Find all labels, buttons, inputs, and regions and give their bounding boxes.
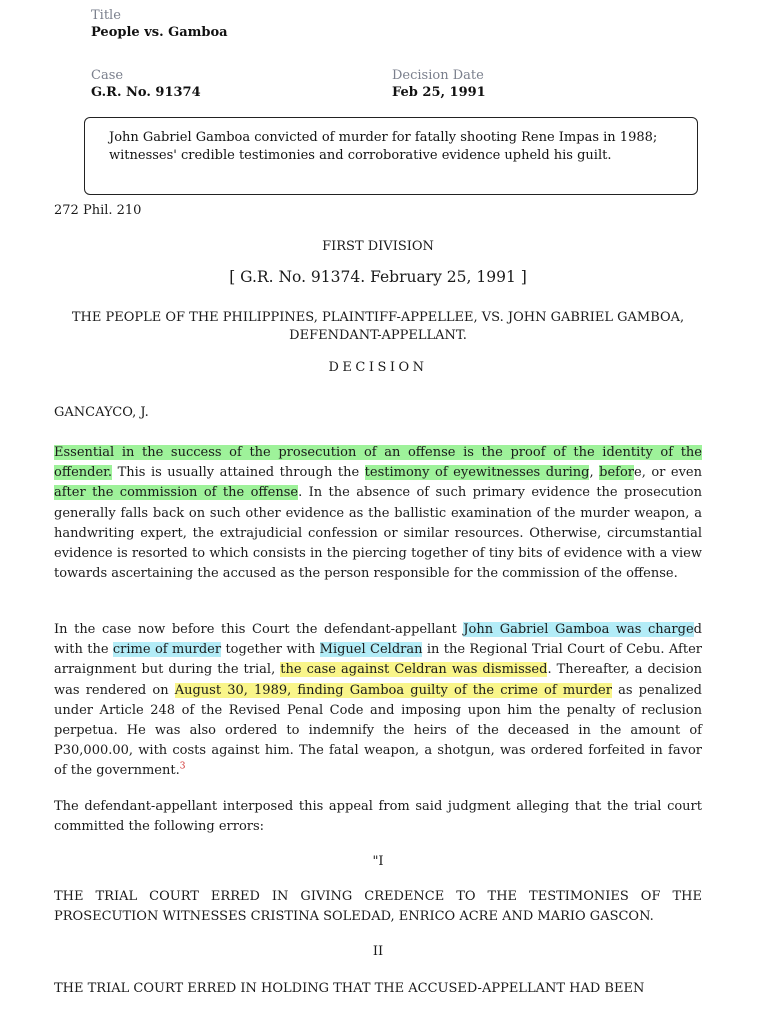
paragraph-3: The defendant-appellant interposed this appeal from said judgment alleging that the trial court committed the following errors:: [54, 799, 702, 835]
case-value: G.R. No. 91374: [91, 85, 201, 100]
highlight[interactable]: John Gabriel Gamboa was charge: [463, 622, 694, 637]
title-value: People vs. Gamboa: [91, 25, 228, 40]
error-number-1: "I: [372, 854, 384, 869]
citation: 272 Phil. 210: [54, 203, 142, 218]
highlight[interactable]: Miguel Celdran: [319, 642, 423, 658]
decision-date-value: Feb 25, 1991: [392, 85, 486, 100]
assigned-error-2: THE TRIAL COURT ERRED IN HOLDING THAT THE ACCUSED-APPELLANT HAD BEEN: [54, 981, 645, 996]
decision-heading: DECISION: [328, 360, 428, 375]
case-summary-box: John Gabriel Gamboa convicted of murder for fatally shooting Rene Impas in 1988; witnesses' credible testimonies and corroborative evidence upheld his guilt.: [84, 117, 698, 195]
highlight[interactable]: befor: [599, 465, 634, 481]
assigned-error-1: THE TRIAL COURT ERRED IN GIVING CREDENCE TO THE TESTIMONIES OF THE PROSECUTION WITNESSES CRISTINA SOLEDAD, ENRICO ACRE AND MARIO GASCON.: [54, 889, 702, 925]
gr-number-line: [ G.R. No. 91374. February 25, 1991 ]: [229, 268, 527, 286]
decision-date-label: Decision Date: [392, 68, 484, 83]
division-heading: FIRST DIVISION: [322, 239, 434, 254]
ponente: GANCAYCO, J.: [54, 405, 149, 420]
highlight[interactable]: Essential in the success of the prosecution of an offense is the proof of the identity of the offender.: [54, 445, 702, 481]
title-label: Title: [91, 8, 121, 23]
paragraph-2: In the case now before this Court the defendant-appellant John Gabriel Gamboa was charged with the crime of murder together with Miguel Celdran in the Regional Trial Court of Cebu. After arraignment but during the trial, the case against Celdran was dismissed. Thereafter, a decision was rendered on August 30, 1989, finding Gamboa guilty of the crime of murder as penalized under Article 248 of the Revised Penal Code and imposing upon him the penalty of reclusion perpetua. He was also ordered to indemnify the heirs of the deceased in the amount of P30,000.00, with costs against him. The fatal weapon, a shotgun, was ordered forfeited in favor of the government.$^3$: [54, 622, 703, 779]
highlight[interactable]: after the commission of the offense: [54, 485, 299, 501]
case-label: Case: [91, 68, 124, 83]
highlight[interactable]: testimony of eyewitnesses during: [364, 465, 590, 481]
paragraph-1: Essential in the success of the prosecution of an offense is the proof of the identity of the offender. This is usually attained through the testimony of eyewitnesses during, before, or even after the commission of the offense. In the absence of such primary evidence the prosecution generally falls back on such other evidence as the ballistic examination of the murder weapon, a handwriting expert, the extrajudicial confession or similar resources. Otherwise, circumstantial evidence is resorted to which consists in the piercing together of tiny bits of evidence with a view towards ascertaining the accused as the person responsible for the commission of the offense.: [54, 445, 702, 582]
error-number-2: II: [372, 944, 384, 959]
highlight[interactable]: August 30, 1989, finding Gamboa guilty of the crime of murder: [174, 682, 612, 698]
highlight[interactable]: crime of murder: [112, 642, 222, 658]
footnote-marker[interactable]: 3: [179, 762, 186, 773]
highlight[interactable]: the case against Celdran was dismissed: [280, 662, 548, 678]
parties-heading: THE PEOPLE OF THE PHILIPPINES, PLAINTIFF-APPELLEE, VS. JOHN GABRIEL GAMBOA, DEFENDANT-APPELLANT.: [71, 310, 685, 343]
